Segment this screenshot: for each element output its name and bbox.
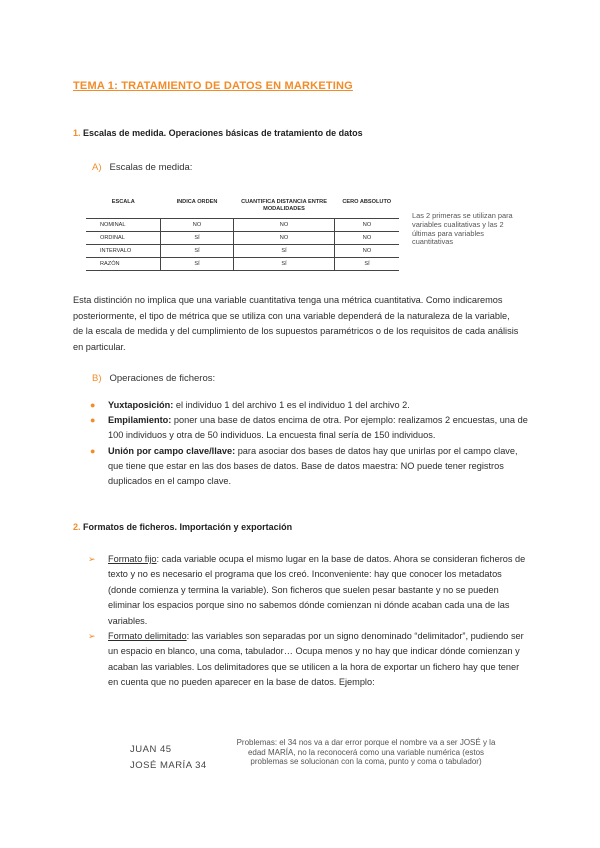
subsection-a-letter: A) bbox=[92, 162, 102, 173]
table-row bbox=[86, 245, 399, 258]
arrow-bullet-icon: ➢ bbox=[88, 631, 96, 642]
list-item bbox=[88, 413, 528, 443]
section-2-heading bbox=[73, 522, 292, 532]
subsection-b-letter: B) bbox=[92, 373, 102, 384]
table-row bbox=[86, 232, 399, 245]
list-item-term: Yuxtaposición: bbox=[108, 400, 174, 410]
example-note: Problemas: el 34 nos va a dar error porque el nombre va a ser JOSÉ y la edad MARÍA, no la reconocerá como una variable numérica (estos problemas se solucionan con la coma, punto y coma o tabulador) bbox=[236, 738, 496, 767]
table-cell: RAZÓN bbox=[86, 258, 161, 271]
table-cell: SÍ bbox=[161, 258, 234, 271]
list-item-term: Formato fijo bbox=[108, 554, 157, 564]
section-1-heading bbox=[73, 128, 363, 138]
measurement-scales-table bbox=[86, 199, 399, 271]
table-cell: NO bbox=[234, 219, 335, 232]
table-cell: NOMINAL bbox=[86, 219, 161, 232]
example-line: JOSÉ MARÍA 34 bbox=[130, 760, 207, 771]
scales-side-note: Las 2 primeras se utilizan para variables cualitativas y las 2 últimas para variables cuantitativas bbox=[412, 211, 513, 247]
table-cell: NO bbox=[335, 219, 400, 232]
list-item bbox=[88, 629, 528, 691]
table-row bbox=[86, 219, 399, 232]
table-cell: SÍ bbox=[234, 245, 335, 258]
section-1-number: 1. bbox=[73, 128, 81, 138]
table-cell: ORDINAL bbox=[86, 232, 161, 245]
example-data bbox=[130, 742, 207, 774]
subsection-a-text: Escalas de medida: bbox=[109, 162, 193, 173]
table-cell: NO bbox=[335, 245, 400, 258]
subsection-b-text: Operaciones de ficheros: bbox=[109, 373, 216, 384]
bullet-icon: ● bbox=[90, 445, 96, 456]
list-item-text: el individuo 1 del archivo 1 es el individuo 1 del archivo 2. bbox=[173, 400, 410, 410]
table-cell: NO bbox=[335, 232, 400, 245]
section-1-text: Escalas de medida. Operaciones básicas de tratamiento de datos bbox=[83, 128, 363, 138]
list-item bbox=[88, 444, 528, 490]
list-item-term: Formato delimitado bbox=[108, 631, 187, 642]
file-formats-list bbox=[88, 552, 528, 691]
table-cell: SÍ bbox=[234, 258, 335, 271]
table-cell: SÍ bbox=[335, 258, 400, 271]
table-row bbox=[86, 258, 399, 271]
list-item bbox=[88, 552, 528, 629]
list-item-term: Unión por campo clave/llave: bbox=[108, 445, 236, 456]
file-operations-list bbox=[88, 398, 528, 489]
bullet-icon: ● bbox=[90, 400, 96, 410]
subsection-a-heading bbox=[92, 162, 192, 173]
table-cell: SÍ bbox=[161, 245, 234, 258]
list-item-text: para asociar dos bases de datos hay que unirlas por el campo clave, que tiene que estar en las dos bases de datos. Base de datos maestra: NO puede tener registros duplicados en el campo clave. bbox=[108, 445, 518, 487]
table-cell: INTERVALO bbox=[86, 245, 161, 258]
table-header-cell: ESCALA bbox=[111, 199, 135, 205]
table-header-cell: CUANTIFICA DISTANCIA ENTRE MODALIDADES bbox=[241, 199, 327, 212]
table-header-row bbox=[86, 199, 399, 219]
table-cell: NO bbox=[234, 232, 335, 245]
table-cell: NO bbox=[161, 219, 234, 232]
list-item-text: poner una base de datos encima de otra. Por ejemplo: realizamos 2 encuestas, una de 100 individuos y otra de 50 individuos. La encuesta final sería de 150 individuos. bbox=[108, 415, 528, 441]
document-title: TEMA 1: TRATAMIENTO DE DATOS EN MARKETING bbox=[73, 80, 353, 92]
scales-paragraph: Esta distinción no implica que una variable cuantitativa tenga una métrica cuantitativa. Como indicaremos posteriormente, el tipo de métrica que se utiliza con una variable dependerá de la naturaleza de la variable, de la escala de medida y del cumplimiento de los supuestos paramétricos o de los requisitos de cada análisis en particular. bbox=[73, 295, 519, 352]
bullet-icon: ● bbox=[90, 415, 96, 426]
example-line: JUAN 45 bbox=[130, 744, 172, 755]
list-item-text: : las variables son separadas por un signo denominado “delimitador”, pudiendo ser un espacio en blanco, una coma, tabulador… Ocupa menos y no hay que indicar dónde comienzan y acaban las variables. Los delimitadores que se utilicen a la hora de exportar un fichero hay que tener en cuenta que no pueden aparecer en la base de datos. Ejemplo: bbox=[108, 631, 524, 688]
section-2-number: 2. bbox=[73, 522, 81, 532]
section-2-text: Formatos de ficheros. Importación y exportación bbox=[83, 522, 293, 532]
table-header-cell: INDICA ORDEN bbox=[176, 199, 218, 205]
table-cell: SÍ bbox=[161, 232, 234, 245]
list-item-text: : cada variable ocupa el mismo lugar en la base de datos. Ahora se consideran ficheros de texto y no es necesario el programa que los creó. Inconveniente: hay que conocer los metadatos (donde comienza y termina la variable). Son ficheros que suelen pesar bastante y no se pueden eliminar los espacios porque sino no sabemos dónde comienzan ni dónde acaban cada una de las variables. bbox=[108, 554, 526, 626]
list-item bbox=[88, 398, 528, 413]
list-item-term: Empilamiento: bbox=[108, 415, 172, 426]
table-header-cell: CERO ABSOLUTO bbox=[342, 199, 392, 205]
subsection-b-heading bbox=[92, 373, 215, 384]
arrow-bullet-icon: ➢ bbox=[88, 554, 96, 564]
